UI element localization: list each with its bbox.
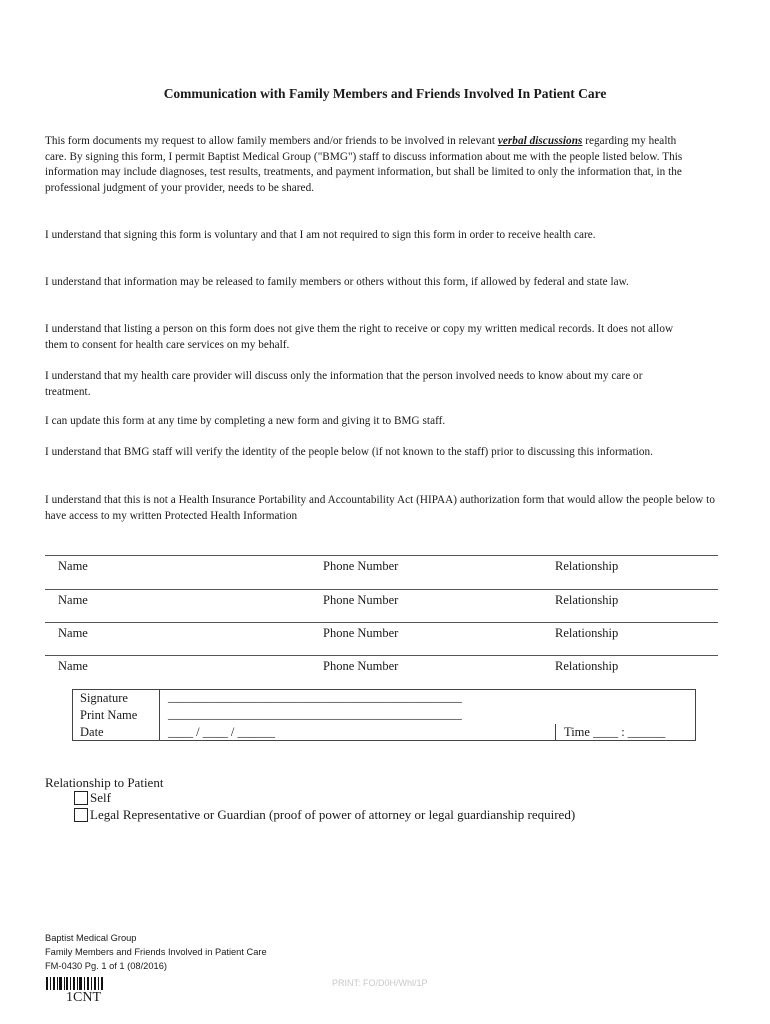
self-option-label: Self xyxy=(90,790,111,805)
print-code: PRINT: FO/D0H/Whl/1P xyxy=(332,978,428,988)
footer-org: Baptist Medical Group xyxy=(45,933,137,943)
contact-phone-field[interactable]: Phone Number xyxy=(323,559,399,573)
contact-name-field[interactable]: Name xyxy=(58,626,88,640)
date-label: Date xyxy=(80,725,104,739)
verbal-discussions-emphasis: verbal discussions xyxy=(497,135,583,147)
time-input[interactable]: Time ____ : ______ xyxy=(564,725,666,739)
contact-relationship-field[interactable]: Relationship xyxy=(555,626,619,640)
statement-need-to-know: I understand that my health care provider will discuss only the information that the person involved needs to know about my care or treatment. xyxy=(45,370,643,398)
barcode-image xyxy=(46,977,104,990)
contact-row-3 xyxy=(45,622,718,656)
legal-representative-option-label: Legal Representative or Guardian (proof of power of attorney or legal guardianship required) xyxy=(90,807,576,822)
statement-voluntary: I understand that signing this form is voluntary and that I am not required to sign this form in order to receive health care. xyxy=(45,229,596,241)
statement-no-records-right: I understand that listing a person on this form does not give them the right to receive or copy my written medical records. It does not allow them to consent for health care services on my behalf. xyxy=(45,323,674,351)
form-title: Communication with Family Members and Friends Involved In Patient Care xyxy=(163,86,607,101)
self-checkbox[interactable] xyxy=(74,791,88,805)
contact-row-2 xyxy=(45,589,718,623)
signature-label: Signature xyxy=(80,691,128,705)
statement-release-without-form: I understand that information may be released to family members or others without this form, if allowed by federal and state law. xyxy=(45,276,629,288)
time-divider xyxy=(555,724,556,740)
print-name-label: Print Name xyxy=(80,708,138,722)
signature-table xyxy=(72,689,696,741)
footer-form-name: Family Members and Friends Involved in Patient Care xyxy=(45,947,267,957)
date-input[interactable]: ____ / ____ / ______ xyxy=(168,725,275,739)
statement-verify-identity: I understand that BMG staff will verify the identity of the people below (if not known to the staff) prior to discussing this information. xyxy=(45,446,654,458)
contact-row-4 xyxy=(45,655,718,689)
contact-phone-field[interactable]: Phone Number xyxy=(323,626,399,640)
signature-input[interactable]: _______________________________________________ xyxy=(168,690,462,704)
intro-paragraph xyxy=(45,134,685,196)
statement-update-form: I can update this form at any time by completing a new form and giving it to BMG staff. xyxy=(45,415,446,427)
legal-representative-checkbox[interactable] xyxy=(74,808,88,822)
intro-text-after: regarding my health care. By signing this form, I permit Baptist Medical Group ("BMG") staff to discuss information about me with the people listed below. This information may include diagnoses, test results, treatments, and payment information, but shall be limited to only the information that, in the professional judgment of your provider, needs to be shared. xyxy=(45,135,683,194)
contact-name-field[interactable]: Name xyxy=(58,659,88,673)
relationship-title: Relationship to Patient xyxy=(45,775,164,790)
column-divider xyxy=(159,690,160,740)
statement-not-hipaa: I understand that this is not a Health Insurance Portability and Accountability Act (HIPAA) authorization form that would allow the people below to have access to my written Protected Health Information xyxy=(45,494,715,522)
contact-name-field[interactable]: Name xyxy=(58,593,88,607)
footer-form-id: FM-0430 Pg. 1 of 1 (08/2016) xyxy=(45,961,167,971)
contact-phone-field[interactable]: Phone Number xyxy=(323,593,399,607)
contact-name-field[interactable]: Name xyxy=(58,559,88,573)
intro-text-before: This form documents my request to allow family members and/or friends to be involved in relevant xyxy=(45,135,498,147)
barcode-text: 1CNT xyxy=(66,990,101,1005)
contact-relationship-field[interactable]: Relationship xyxy=(555,659,619,673)
contact-relationship-field[interactable]: Relationship xyxy=(555,559,619,573)
print-name-input[interactable]: _______________________________________________ xyxy=(168,707,462,721)
contact-row-1 xyxy=(45,555,718,589)
contact-relationship-field[interactable]: Relationship xyxy=(555,593,619,607)
contact-phone-field[interactable]: Phone Number xyxy=(323,659,399,673)
